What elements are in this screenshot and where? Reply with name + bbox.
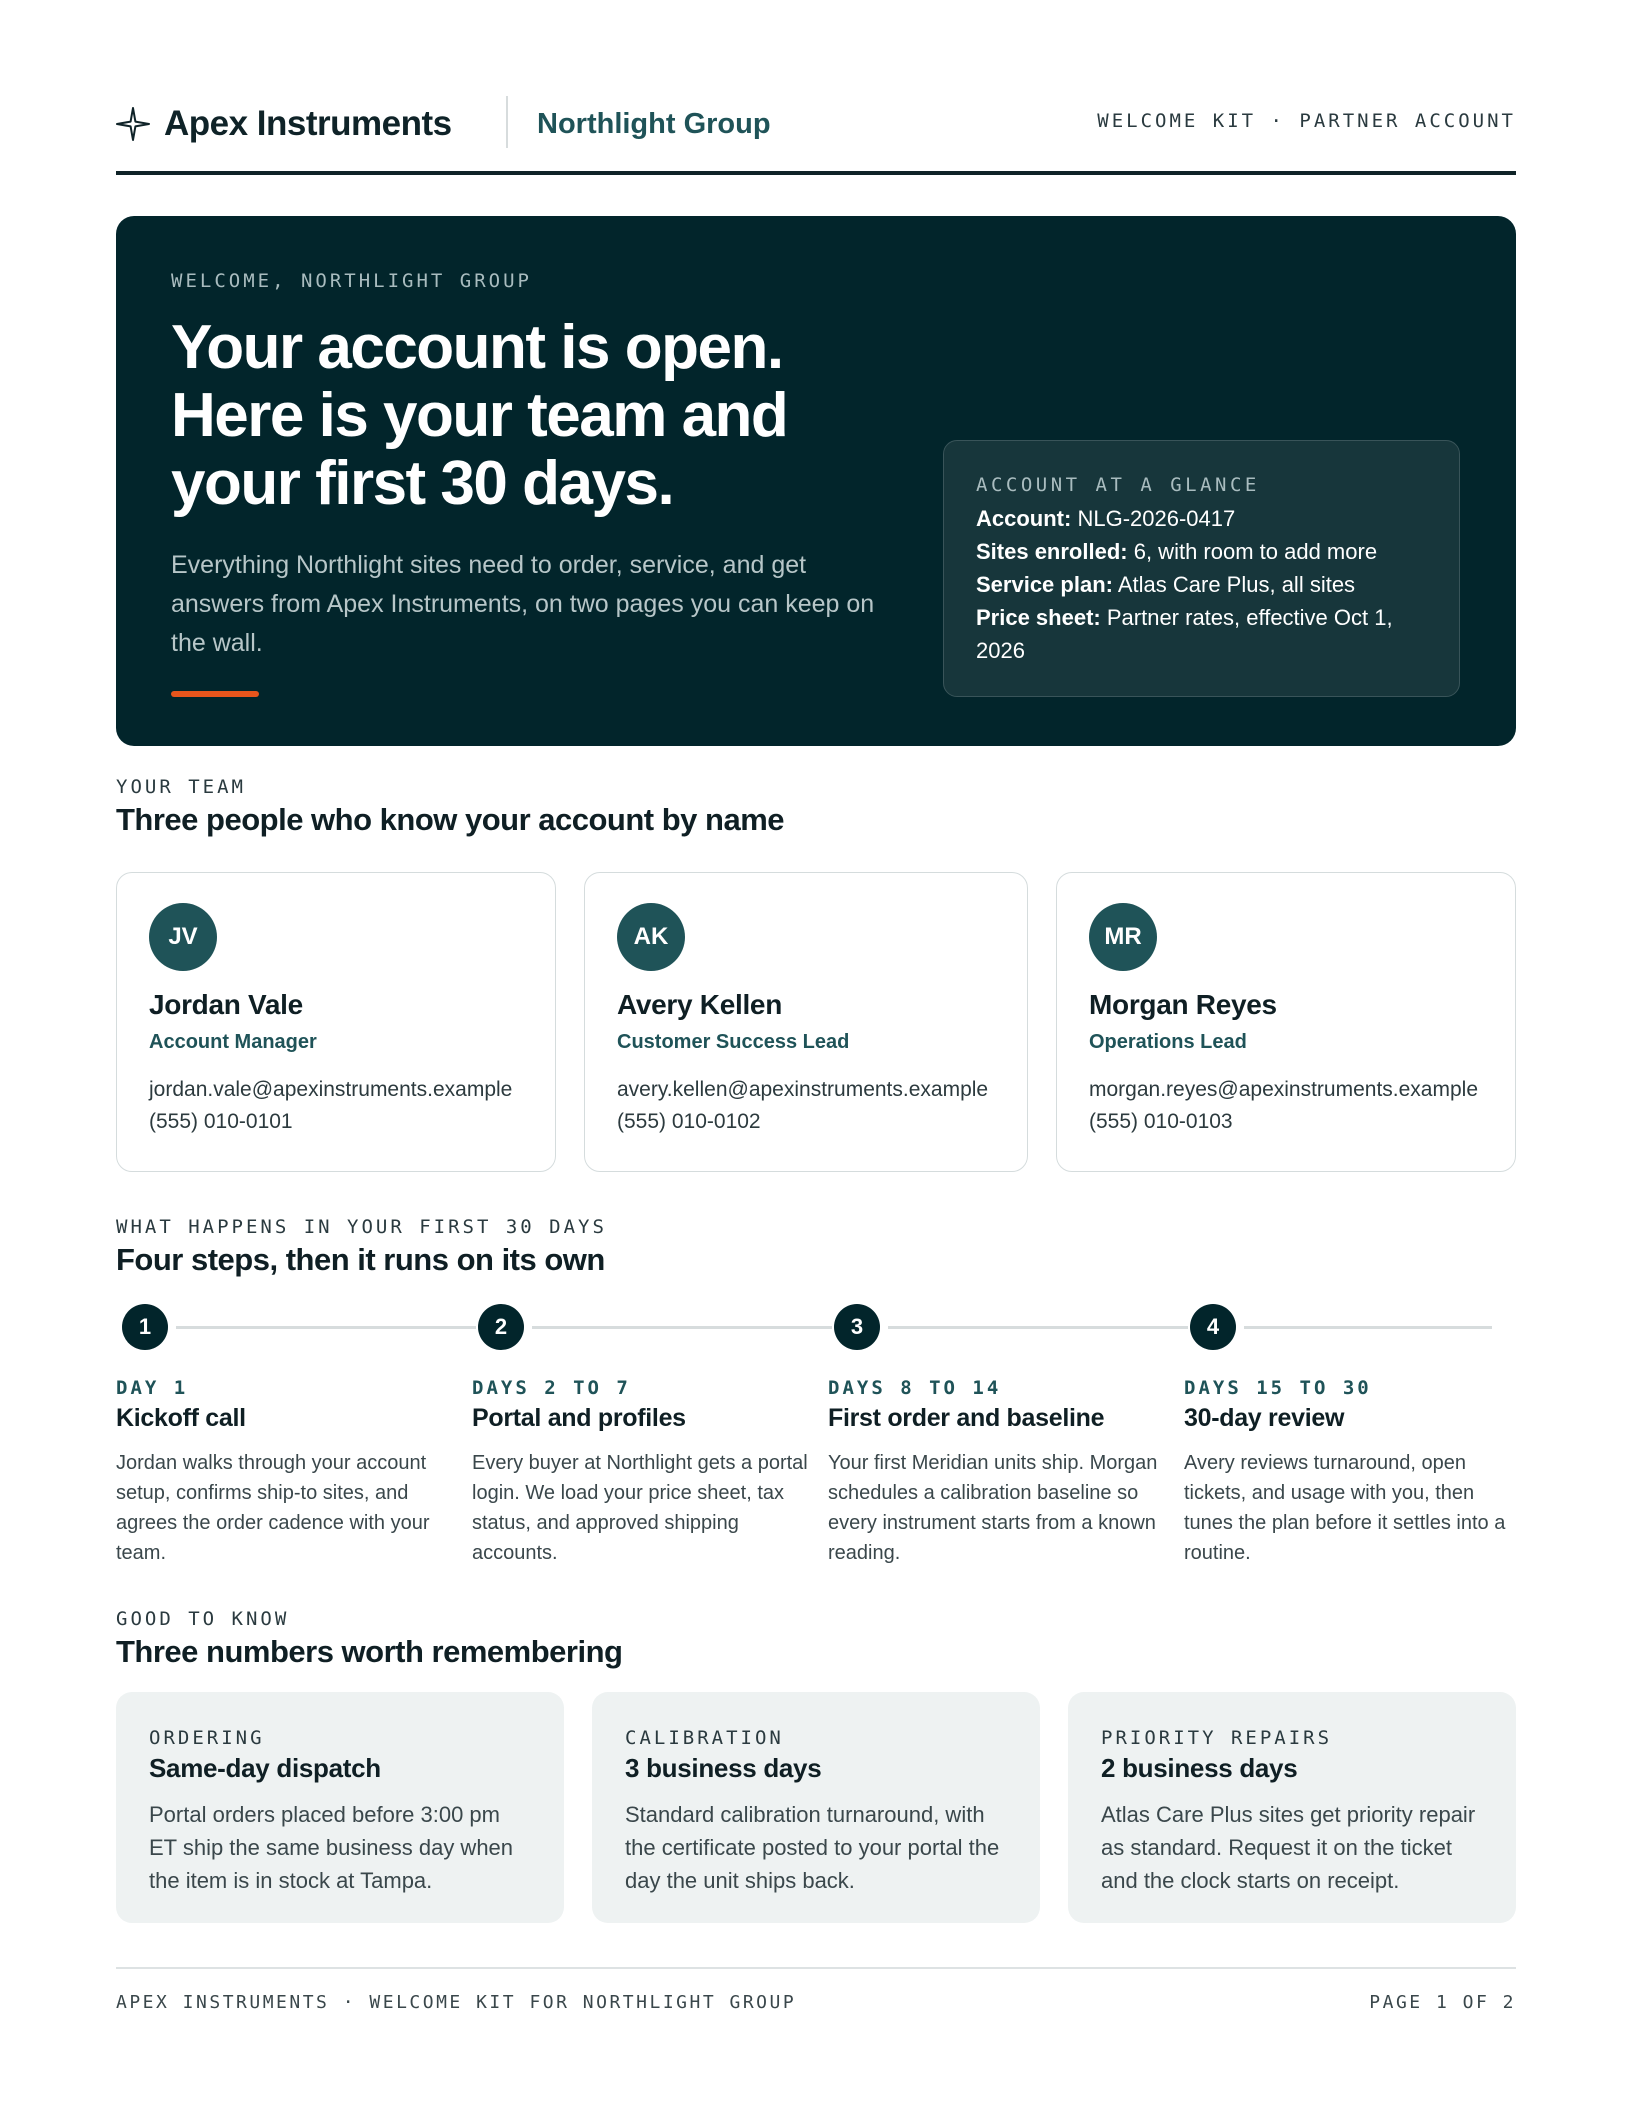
member-phone[interactable]: (555) 010-0101 xyxy=(149,1110,293,1133)
glance-row-plan xyxy=(976,568,1427,601)
timeline-title: Four steps, then it runs on its own xyxy=(116,1242,605,1277)
step-desc: Jordan walks through your account setup, confirms ship-to sites, and agrees the order cadence with your team. xyxy=(116,1452,430,1564)
number-card-ordering xyxy=(116,1692,564,1923)
header-divider xyxy=(506,96,508,148)
step-connector xyxy=(888,1326,1188,1329)
page-header xyxy=(116,96,1516,174)
number-title: 3 business days xyxy=(625,1753,822,1783)
number-title: 2 business days xyxy=(1101,1753,1298,1783)
team-card-jordan xyxy=(116,872,556,1172)
member-contact xyxy=(149,1074,523,1138)
glance-label: Service plan: xyxy=(976,572,1113,597)
step-connector xyxy=(532,1326,832,1329)
member-phone[interactable]: (555) 010-0102 xyxy=(617,1110,761,1133)
footer-left: APEX INSTRUMENTS · WELCOME KIT FOR NORTHLIGHT GROUP xyxy=(116,1992,797,2013)
kit-label: WELCOME KIT · PARTNER ACCOUNT xyxy=(1097,110,1516,132)
header-rule xyxy=(116,171,1516,175)
footer-rule xyxy=(116,1967,1516,1969)
glance-value: NLG-2026-0417 xyxy=(1077,506,1236,531)
glance-value: Partner rates, effective Oct 1, 2026 xyxy=(976,605,1393,663)
step-when: DAYS 2 TO 7 xyxy=(472,1377,631,1399)
hero-accent-bar xyxy=(171,691,259,697)
step-number: 1 xyxy=(122,1304,168,1350)
avatar: AK xyxy=(617,903,685,971)
team-title: Three people who know your account by name xyxy=(116,802,785,837)
number-eyebrow: PRIORITY REPAIRS xyxy=(1101,1727,1333,1749)
step-connector xyxy=(176,1326,476,1329)
number-card-calibration xyxy=(592,1692,1040,1923)
number-desc: Atlas Care Plus sites get priority repair as standard. Request it on the ticket and the clock starts on receipt. xyxy=(1101,1802,1476,1893)
team-card-avery xyxy=(584,872,1028,1172)
brand-name: Apex Instruments xyxy=(164,104,452,143)
number-eyebrow: CALIBRATION xyxy=(625,1727,784,1749)
avatar: JV xyxy=(149,903,217,971)
team-eyebrow: YOUR TEAM xyxy=(116,776,246,798)
member-role: Operations Lead xyxy=(1089,1031,1247,1053)
step-number: 3 xyxy=(834,1304,880,1350)
step-when: DAYS 15 TO 30 xyxy=(1184,1377,1372,1399)
member-email[interactable]: morgan.reyes@apexinstruments.example xyxy=(1089,1078,1478,1101)
team-card-morgan xyxy=(1056,872,1516,1172)
step-number: 4 xyxy=(1190,1304,1236,1350)
brand-logo xyxy=(116,104,452,144)
step-title: Portal and profiles xyxy=(472,1404,686,1432)
member-role: Customer Success Lead xyxy=(617,1031,850,1053)
member-email[interactable]: avery.kellen@apexinstruments.example xyxy=(617,1078,989,1101)
number-desc: Standard calibration turnaround, with the certificate posted to your portal the day the unit ships back. xyxy=(625,1802,1000,1893)
number-eyebrow: ORDERING xyxy=(149,1727,265,1749)
hero-title: Your account is open. Here is your team and your first 30 days. xyxy=(171,313,788,518)
glance-row-account xyxy=(976,502,1427,535)
number-title: Same-day dispatch xyxy=(149,1753,381,1783)
step-desc: Avery reviews turnaround, open tickets, and usage with you, then tunes the plan before it settles into a routine. xyxy=(1184,1452,1506,1564)
glance-label: Sites enrolled: xyxy=(976,539,1128,564)
member-email[interactable]: jordan.vale@apexinstruments.example xyxy=(149,1078,513,1101)
step-desc: Every buyer at Northlight gets a portal login. We load your price sheet, tax status, and approved shipping accounts. xyxy=(472,1452,808,1564)
partner-name: Northlight Group xyxy=(537,108,771,140)
page-number: PAGE 1 OF 2 xyxy=(1369,1992,1516,2013)
step-desc: Your first Meridian units ship. Morgan schedules a calibration baseline so every instrument starts from a known reading. xyxy=(828,1452,1158,1564)
step-title: Kickoff call xyxy=(116,1404,246,1432)
glance-row-sites xyxy=(976,535,1427,568)
member-name: Avery Kellen xyxy=(617,989,783,1020)
numbers-title: Three numbers worth remembering xyxy=(116,1634,623,1669)
number-card-priority-repairs xyxy=(1068,1692,1516,1923)
step-title: First order and baseline xyxy=(828,1404,1105,1432)
glance-value: Atlas Care Plus, all sites xyxy=(1117,572,1356,597)
glance-title: ACCOUNT AT A GLANCE xyxy=(976,474,1260,496)
step-when: DAYS 8 TO 14 xyxy=(828,1377,1002,1399)
member-name: Morgan Reyes xyxy=(1089,989,1277,1020)
glance-label: Price sheet: xyxy=(976,605,1101,630)
timeline-eyebrow: WHAT HAPPENS IN YOUR FIRST 30 DAYS xyxy=(116,1216,607,1238)
step-connector xyxy=(1244,1326,1492,1329)
hero-subtitle: Everything Northlight sites need to order, service, and get answers from Apex Instruments, on two pages you can keep on the wall. xyxy=(171,551,875,657)
member-name: Jordan Vale xyxy=(149,989,303,1020)
avatar: MR xyxy=(1089,903,1157,971)
number-desc: Portal orders placed before 3:00 pm ET ship the same business day when the item is in stock at Tampa. xyxy=(149,1802,514,1893)
numbers-eyebrow: GOOD TO KNOW xyxy=(116,1608,290,1630)
member-phone[interactable]: (555) 010-0103 xyxy=(1089,1110,1233,1133)
member-contact xyxy=(1089,1074,1483,1138)
step-when: DAY 1 xyxy=(116,1377,189,1399)
member-contact xyxy=(617,1074,995,1138)
member-role: Account Manager xyxy=(149,1031,317,1053)
account-glance-card xyxy=(943,440,1460,697)
glance-label: Account: xyxy=(976,506,1072,531)
step-title: 30-day review xyxy=(1184,1404,1345,1432)
step-number: 2 xyxy=(478,1304,524,1350)
hero-panel xyxy=(116,216,1516,746)
four-point-star-icon xyxy=(116,107,150,141)
glance-value: 6, with room to add more xyxy=(1133,539,1378,564)
glance-row-price xyxy=(976,601,1427,667)
hero-eyebrow: WELCOME, NORTHLIGHT GROUP xyxy=(171,270,532,292)
